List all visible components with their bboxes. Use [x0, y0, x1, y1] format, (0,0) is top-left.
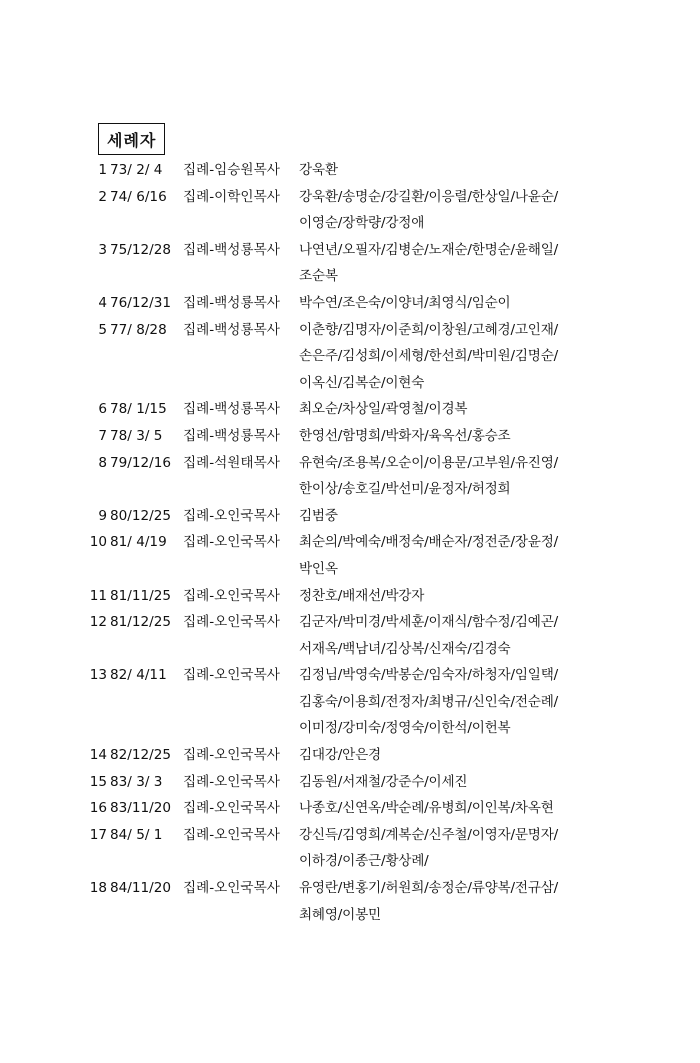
record-row	[88, 609, 668, 662]
record-row	[88, 875, 668, 928]
record-number: 11	[89, 587, 107, 604]
names-line: 최혜영/이봉민	[299, 906, 381, 923]
record-row	[88, 290, 668, 317]
names-line: 강욱환	[299, 162, 338, 178]
record-date: 81/12/25	[110, 614, 172, 631]
record-meta	[88, 237, 299, 290]
names-line: 최순의/박예숙/배정숙/배순자/정전준/장윤정/	[299, 534, 559, 551]
record-names	[299, 450, 668, 503]
record-number: 4	[98, 294, 107, 311]
names-line: 이옥신/김복순/이현숙	[299, 374, 425, 391]
record-row	[88, 184, 668, 237]
names-line: 이영순/장학량/강정애	[299, 215, 425, 232]
record-date: 79/12/16	[110, 454, 172, 471]
record-officiant: 집례-석원태목사	[183, 454, 280, 471]
record-date: 77/ 8/28	[110, 321, 167, 338]
record-date: 80/12/25	[110, 507, 172, 524]
record-row	[88, 396, 668, 423]
record-number: 1	[98, 162, 107, 178]
names-line: 유현숙/조용복/오순이/이용문/고부원/유진영/	[299, 454, 559, 471]
record-date: 74/ 6/16	[110, 188, 167, 205]
record-meta	[88, 822, 299, 875]
record-meta	[88, 583, 299, 610]
record-date: 73/ 2/ 4	[110, 162, 163, 178]
names-line: 박수연/조은숙/이양녀/최영식/임순이	[299, 294, 511, 311]
record-date: 81/11/25	[110, 587, 172, 604]
record-row	[88, 742, 668, 769]
record-meta	[88, 184, 299, 237]
record-names	[299, 423, 668, 450]
names-line: 나연년/오필자/김병순/노재순/한명순/윤해일/	[299, 241, 559, 258]
record-officiant: 집례-백성룡목사	[183, 401, 280, 418]
record-officiant: 집례-임승원목사	[183, 162, 280, 178]
baptism-record-list	[88, 157, 668, 928]
record-date: 78/ 3/ 5	[110, 427, 163, 444]
section-heading: 세례자	[98, 123, 165, 155]
record-names	[299, 875, 668, 928]
record-row	[88, 769, 668, 796]
record-meta	[88, 609, 299, 662]
record-meta	[88, 529, 299, 582]
record-officiant: 집례-오인국목사	[183, 773, 280, 790]
record-number: 12	[89, 614, 107, 631]
record-number: 7	[98, 427, 107, 444]
record-names	[299, 583, 668, 610]
record-meta	[88, 769, 299, 796]
record-meta	[88, 795, 299, 822]
record-meta	[88, 157, 299, 184]
record-number: 8	[98, 454, 107, 471]
record-number: 9	[98, 507, 107, 524]
names-line: 최오순/차상일/곽영철/이경복	[299, 401, 468, 418]
record-meta	[88, 875, 299, 928]
record-row	[88, 450, 668, 503]
names-line: 김대강/안은경	[299, 747, 381, 764]
record-date: 81/ 4/19	[110, 534, 167, 551]
record-number: 2	[98, 188, 107, 205]
record-officiant: 집례-백성룡목사	[183, 241, 280, 258]
record-meta	[88, 662, 299, 742]
names-line: 강신득/김영희/계복순/신주철/이영자/문명자/	[299, 826, 559, 843]
names-line: 서재옥/백남녀/김상복/신재숙/김경숙	[299, 640, 511, 657]
record-number: 15	[89, 773, 107, 790]
record-meta	[88, 742, 299, 769]
names-line: 김동원/서재철/강준수/이세진	[299, 773, 468, 790]
record-names	[299, 237, 668, 290]
record-number: 14	[89, 747, 107, 764]
names-line: 강욱환/송명순/강길환/이응렬/한상일/나윤순/	[299, 188, 559, 205]
record-date: 76/12/31	[110, 294, 172, 311]
names-line: 박인옥	[299, 560, 338, 577]
record-officiant: 집례-백성룡목사	[183, 427, 280, 444]
record-officiant: 집례-오인국목사	[183, 826, 280, 843]
record-row	[88, 423, 668, 450]
record-row	[88, 157, 668, 184]
record-date: 82/12/25	[110, 747, 172, 764]
names-line: 김군자/박미경/박세훈/이재식/함수정/김예곤/	[299, 614, 559, 631]
record-officiant: 집례-오인국목사	[183, 614, 280, 631]
names-line: 김홍숙/이용희/전정자/최병규/신인숙/전순례/	[299, 693, 559, 710]
record-meta	[88, 450, 299, 503]
record-officiant: 집례-오인국목사	[183, 800, 280, 817]
record-meta	[88, 423, 299, 450]
record-officiant: 집례-오인국목사	[183, 587, 280, 604]
record-officiant: 집례-백성룡목사	[183, 294, 280, 311]
record-number: 5	[98, 321, 107, 338]
record-date: 83/11/20	[110, 800, 172, 817]
record-row	[88, 662, 668, 742]
record-meta	[88, 503, 299, 530]
record-names	[299, 662, 668, 742]
record-names	[299, 742, 668, 769]
record-number: 10	[89, 534, 107, 551]
names-line: 손은주/김성희/이세형/한선희/박미원/김명순/	[299, 348, 559, 365]
record-names	[299, 795, 668, 822]
names-line: 유영란/변홍기/허원희/송정순/류양복/전규삼/	[299, 880, 559, 897]
record-number: 6	[98, 401, 107, 418]
record-names	[299, 822, 668, 875]
names-line: 정찬호/배재선/박강자	[299, 587, 425, 604]
record-officiant: 집례-오인국목사	[183, 747, 280, 764]
record-names	[299, 609, 668, 662]
record-row	[88, 822, 668, 875]
record-names	[299, 503, 668, 530]
record-officiant: 집례-이학인목사	[183, 188, 280, 205]
record-names	[299, 769, 668, 796]
record-date: 78/ 1/15	[110, 401, 167, 418]
record-names	[299, 157, 668, 184]
record-officiant: 집례-오인국목사	[183, 880, 280, 897]
record-date: 84/11/20	[110, 880, 172, 897]
record-date: 82/ 4/11	[110, 667, 167, 684]
names-line: 이하경/이종근/황상례/	[299, 853, 429, 870]
record-row	[88, 237, 668, 290]
record-number: 17	[89, 826, 107, 843]
names-line: 조순복	[299, 268, 338, 285]
record-row	[88, 795, 668, 822]
names-line: 한영선/함명희/박화자/육옥선/홍승조	[299, 427, 511, 444]
record-officiant: 집례-오인국목사	[183, 667, 280, 684]
record-officiant: 집례-오인국목사	[183, 507, 280, 524]
record-names	[299, 529, 668, 582]
record-meta	[88, 396, 299, 423]
names-line: 김범중	[299, 507, 338, 524]
record-names	[299, 184, 668, 237]
record-officiant: 집례-백성룡목사	[183, 321, 280, 338]
record-number: 13	[89, 667, 107, 684]
names-line: 이미정/강미숙/정영숙/이한석/이헌복	[299, 720, 511, 737]
record-meta	[88, 290, 299, 317]
record-meta	[88, 317, 299, 397]
record-date: 75/12/28	[110, 241, 172, 258]
record-row	[88, 317, 668, 397]
record-names	[299, 396, 668, 423]
record-row	[88, 583, 668, 610]
record-row	[88, 529, 668, 582]
record-number: 3	[98, 241, 107, 258]
record-officiant: 집례-오인국목사	[183, 534, 280, 551]
record-date: 84/ 5/ 1	[110, 826, 163, 843]
record-number: 18	[89, 880, 107, 897]
record-names	[299, 317, 668, 397]
names-line: 이춘향/김명자/이준희/이창원/고혜경/고인재/	[299, 321, 559, 338]
names-line: 한이상/송호길/박선미/윤정자/허정희	[299, 481, 511, 498]
record-names	[299, 290, 668, 317]
record-number: 16	[89, 800, 107, 817]
record-date: 83/ 3/ 3	[110, 773, 163, 790]
names-line: 나종호/신연옥/박순례/유병희/이인복/차옥현	[299, 800, 554, 817]
record-row	[88, 503, 668, 530]
names-line: 김정님/박영숙/박봉순/임숙자/하청자/임일택/	[299, 667, 559, 684]
